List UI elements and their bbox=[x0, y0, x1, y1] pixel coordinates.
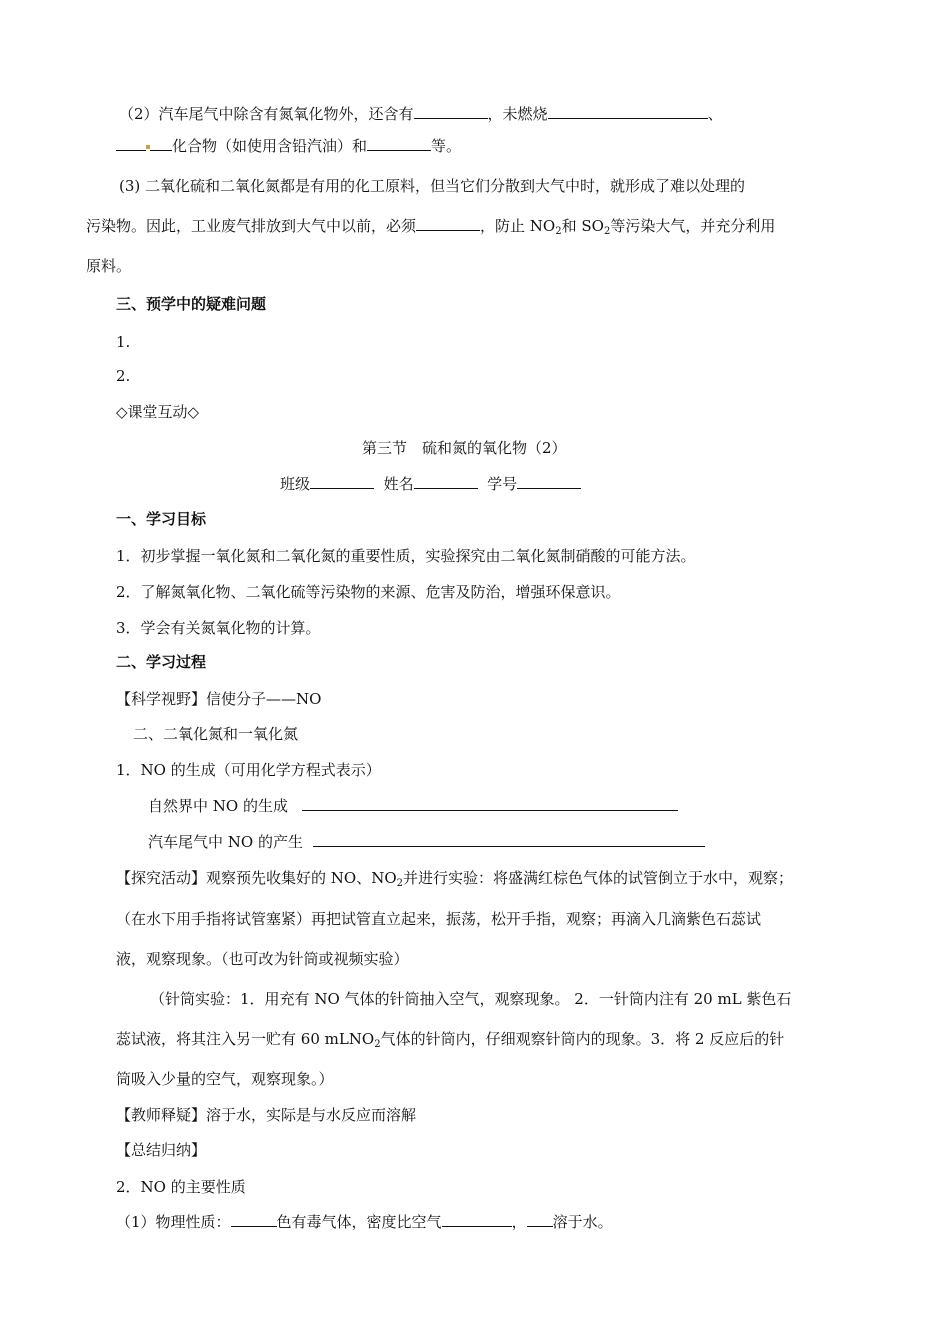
text: 等污染大气，并充分利用 bbox=[610, 217, 776, 235]
summary-heading: 【总结归纳】 bbox=[116, 1141, 207, 1159]
class-blank bbox=[310, 474, 374, 489]
props-title: 2．NO 的主要性质 bbox=[116, 1178, 246, 1196]
text: （1）物理性质： bbox=[116, 1213, 231, 1231]
text: 污染物。因此，工业废气排放到大气中以前，必须 bbox=[86, 217, 417, 235]
section-title: 第三节 硫和氮的氧化物（2） bbox=[362, 439, 567, 457]
nature-line bbox=[148, 796, 678, 816]
syringe-line2 bbox=[116, 1029, 784, 1049]
text: 溶于水。 bbox=[552, 1213, 613, 1231]
name-blank bbox=[414, 474, 478, 489]
text: 原料。 bbox=[86, 257, 132, 275]
id-label: 学号 bbox=[487, 475, 518, 493]
text: 【探究活动】观察预先收集好的 NO、NO bbox=[116, 869, 397, 887]
classroom-heading: ◇课堂互动◇ bbox=[116, 403, 200, 421]
p2-line2 bbox=[116, 136, 461, 156]
blank bbox=[150, 136, 172, 151]
text: 并进行实验：将盛满红棕色气体的试管倒立于水中，观察； bbox=[403, 869, 794, 887]
text: （2）汽车尾气中除含有氮氧化物外，还含有 bbox=[119, 105, 414, 123]
goal-item: 3．学会有关氮氧化物的计算。 bbox=[116, 619, 321, 637]
text: 等。 bbox=[431, 137, 462, 155]
class-label: 班级 bbox=[280, 475, 311, 493]
syringe-line1: （针筒实验：1．用充有 NO 气体的针筒抽入空气，观察现象。 2．一针筒内注有 20 mL 紫色石 bbox=[150, 990, 792, 1008]
teacher-note: 【教师释疑】溶于水，实际是与水反应而溶解 bbox=[116, 1106, 417, 1124]
p3-line3 bbox=[86, 256, 131, 276]
blank bbox=[231, 1212, 277, 1227]
student-info bbox=[280, 474, 581, 494]
sec3-title: 三、预学中的疑难问题 bbox=[116, 295, 267, 313]
text: 汽车尾气中 NO 的产生 bbox=[148, 833, 303, 851]
blank bbox=[527, 1212, 553, 1227]
subscript: 2 bbox=[374, 1039, 381, 1050]
id-blank bbox=[517, 474, 581, 489]
subheading: 二、二氧化氮和一氧化氮 bbox=[133, 725, 299, 743]
sec3-item: 1. bbox=[116, 333, 131, 351]
text: ，未燃烧 bbox=[487, 105, 548, 123]
text: 气体的针筒内，仔细观察针筒内的现象。3．将 2 反应后的针 bbox=[380, 1030, 785, 1048]
p2-line1 bbox=[119, 104, 723, 124]
blank bbox=[414, 104, 488, 119]
text: 、 bbox=[707, 105, 723, 123]
blank bbox=[442, 1212, 512, 1227]
syringe-line3: 筒吸入少量的空气，观察现象。） bbox=[116, 1070, 334, 1088]
goals-title: 一、学习目标 bbox=[116, 510, 207, 528]
text: 蕊试液，将其注入另一贮有 60 mLNO bbox=[116, 1030, 375, 1048]
blank bbox=[116, 136, 146, 151]
text: (3) 二氧化硫和二氧化氮都是有用的化工原料，但当它们分散到大气中时，就形成了难以处理的 bbox=[119, 177, 746, 195]
no-generation: 1．NO 的生成（可用化学方程式表示） bbox=[116, 761, 381, 779]
car-line bbox=[148, 832, 705, 852]
blank bbox=[548, 104, 708, 119]
text: 和 SO bbox=[561, 217, 604, 235]
name-label: 姓名 bbox=[383, 475, 414, 493]
explore-line1 bbox=[116, 868, 793, 888]
blank bbox=[367, 136, 431, 151]
text: 色有毒气体，密度比空气 bbox=[276, 1213, 442, 1231]
explore-line2: （在水下用手指将试管塞紧）再把试管直立起来，振荡，松开手指，观察；再滴入几滴紫色石蕊试 bbox=[116, 910, 762, 928]
p3-line2 bbox=[86, 216, 775, 236]
goal-item: 2．了解氮氧化物、二氧化硫等污染物的来源、危害及防治，增强环保意识。 bbox=[116, 583, 621, 601]
blank bbox=[313, 832, 705, 847]
goal-item: 1．初步掌握一氧化氮和二氧化氮的重要性质，实验探究由二氧化氮制硝酸的可能方法。 bbox=[116, 547, 696, 565]
process-title: 二、学习过程 bbox=[116, 653, 207, 671]
text: 化合物（如使用含铅汽油）和 bbox=[172, 137, 368, 155]
science-vision: 【科学视野】信使分子——NO bbox=[116, 690, 322, 708]
p3-line1 bbox=[119, 176, 745, 196]
subscript: 2 bbox=[555, 226, 562, 237]
sec3-item: 2. bbox=[116, 367, 131, 385]
physical-props bbox=[116, 1212, 613, 1232]
blank bbox=[416, 216, 480, 231]
subscript: 2 bbox=[603, 226, 611, 237]
subscript: 2 bbox=[396, 878, 403, 889]
text: 自然界中 NO 的生成 bbox=[148, 797, 288, 815]
text: ， bbox=[511, 1213, 527, 1231]
explore-line3: 液，观察现象。（也可改为针筒或视频实验） bbox=[116, 950, 409, 968]
blank bbox=[302, 796, 678, 811]
text: ，防止 NO bbox=[480, 217, 556, 235]
